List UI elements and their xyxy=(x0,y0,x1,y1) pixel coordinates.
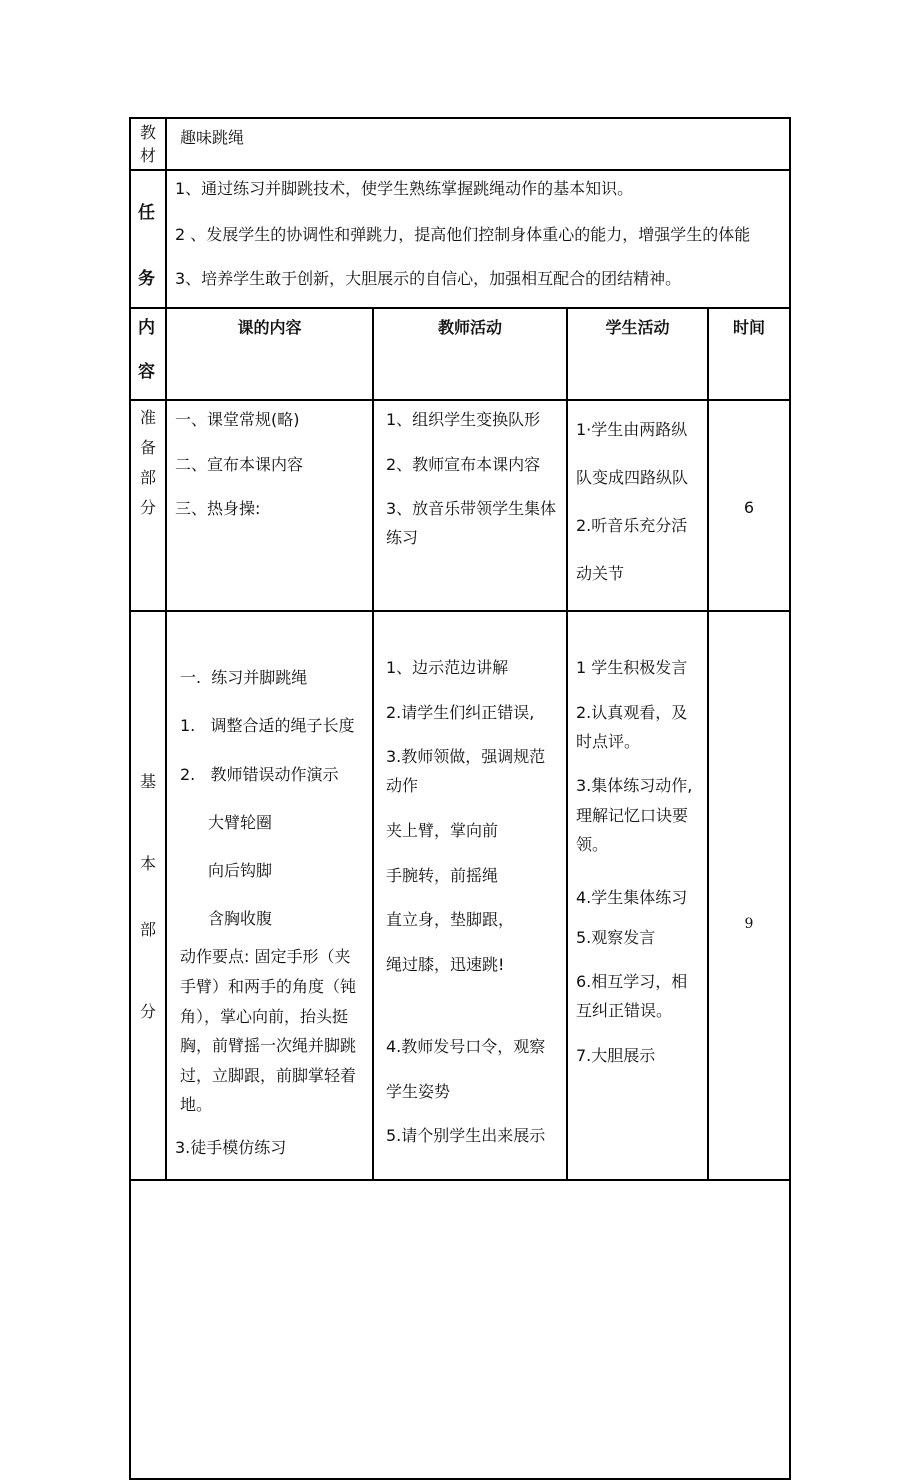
label-char: 本 xyxy=(140,854,157,873)
column-header-time: 时间 xyxy=(732,318,765,337)
basic-teacher-line: 4.教师发号口令，观察 xyxy=(386,1037,546,1056)
basic-teacher-line: 学生姿势 xyxy=(386,1082,451,1101)
prep-student-line: 队变成四路纵队 xyxy=(576,468,689,487)
prep-content-line: 一、课堂常规(略) xyxy=(175,410,300,429)
basic-student-line: 4.学生集体练习 xyxy=(576,888,688,907)
basic-student-line: 互纠正错误。 xyxy=(576,1001,673,1020)
column-header-content: 课的内容 xyxy=(237,318,302,337)
basic-student-line: 6.相互学习，相 xyxy=(576,972,688,991)
basic-content-line: 2. 教师错误动作演示 xyxy=(180,765,339,784)
basic-student-line: 7.大胆展示 xyxy=(576,1046,656,1065)
basic-content-line: 1. 调整合适的绳子长度 xyxy=(180,716,355,735)
basic-content-line: 手臂）和两手的角度（钝 xyxy=(180,977,357,996)
label-char: 教 xyxy=(140,123,157,142)
column-header-student: 学生活动 xyxy=(605,318,670,337)
col-divider xyxy=(372,307,374,1181)
col-divider xyxy=(707,307,709,1181)
basic-student-line: 1 学生积极发言 xyxy=(576,658,688,677)
col-divider xyxy=(165,117,167,1181)
label-char: 材 xyxy=(140,146,157,165)
basic-teacher-line: 动作 xyxy=(386,776,419,795)
row-divider xyxy=(129,169,791,171)
label-char: 务 xyxy=(138,269,155,289)
task-item: 2 、发展学生的协调性和弹跳力，提高他们控制身体重心的能力，增强学生的体能 xyxy=(175,225,751,244)
label-char: 备 xyxy=(140,438,157,457)
prep-teacher-line: 练习 xyxy=(386,528,419,547)
basic-content-line: 大臂轮圈 xyxy=(208,813,273,832)
task-item: 3、培养学生敢于创新，大胆展示的自信心，加强相互配合的团结精神。 xyxy=(175,269,682,288)
row-divider xyxy=(129,610,791,612)
basic-teacher-line: 3.教师领做，强调规范 xyxy=(386,747,546,766)
basic-teacher-line: 1、边示范边讲解 xyxy=(386,658,509,677)
basic-content-line: 向后钩脚 xyxy=(208,861,273,880)
basic-content-line: 胸，前臂摇一次绳并脚跳 xyxy=(180,1036,357,1055)
prep-student-line: 1·学生由两路纵 xyxy=(576,420,688,439)
prep-teacher-line: 3、放音乐带领学生集体 xyxy=(386,499,557,518)
label-char: 部 xyxy=(140,920,157,939)
basic-time: 9 xyxy=(744,916,754,932)
basic-teacher-line: 直立身，垫脚跟， xyxy=(386,910,515,929)
prep-teacher-line: 2、教师宣布本课内容 xyxy=(386,455,541,474)
basic-student-line: 3.集体练习动作, xyxy=(576,776,693,795)
prep-time: 6 xyxy=(743,498,755,517)
label-char: 基 xyxy=(140,772,157,791)
prep-student-line: 动关节 xyxy=(576,564,625,583)
task-item: 1、通过练习并脚跳技术，使学生熟练掌握跳绳动作的基本知识。 xyxy=(175,179,634,198)
basic-content-line: 一. 练习并脚跳绳 xyxy=(180,668,308,687)
label-char: 任 xyxy=(138,203,155,223)
basic-content-line: 地。 xyxy=(180,1095,213,1114)
prep-content-line: 二、宣布本课内容 xyxy=(175,455,304,474)
basic-content-line: 过，立脚跟，前脚掌轻着 xyxy=(180,1066,357,1085)
prep-content-line: 三、热身操: xyxy=(175,499,261,518)
basic-content-line: 含胸收腹 xyxy=(208,909,273,928)
label-char: 分 xyxy=(140,498,157,517)
basic-content-line: 3.徒手模仿练习 xyxy=(175,1138,287,1157)
label-char: 分 xyxy=(140,1002,157,1021)
basic-student-line: 理解记忆口诀要 xyxy=(576,806,689,825)
row-divider xyxy=(129,399,791,401)
basic-student-line: 5.观察发言 xyxy=(576,928,656,947)
basic-teacher-line: 绳过膝，迅速跳! xyxy=(386,955,505,974)
basic-teacher-line: 5.请个别学生出来展示 xyxy=(386,1126,546,1145)
col-divider xyxy=(566,307,568,1181)
basic-content-line: 动作要点: 固定手形（夹 xyxy=(180,947,351,966)
basic-student-line: 时点评。 xyxy=(576,732,641,751)
prep-teacher-line: 1、组织学生变换队形 xyxy=(386,410,541,429)
basic-teacher-line: 2.请学生们纠正错误, xyxy=(386,703,535,722)
basic-student-line: 领。 xyxy=(576,835,609,854)
basic-teacher-line: 手腕转，前摇绳 xyxy=(386,866,499,885)
label-char: 部 xyxy=(140,468,157,487)
prep-student-line: 2.听音乐充分活 xyxy=(576,516,688,535)
label-char: 容 xyxy=(138,362,155,382)
label-char: 准 xyxy=(140,408,157,427)
label-char: 内 xyxy=(138,318,155,338)
basic-student-line: 2.认真观看，及 xyxy=(576,703,688,722)
column-header-teacher: 教师活动 xyxy=(437,318,502,337)
lesson-title: 趣味跳绳 xyxy=(180,128,245,147)
basic-teacher-line: 夹上臂，掌向前 xyxy=(386,821,499,840)
row-divider xyxy=(129,307,791,309)
basic-content-line: 角），掌心向前，抬头挺 xyxy=(180,1007,349,1026)
